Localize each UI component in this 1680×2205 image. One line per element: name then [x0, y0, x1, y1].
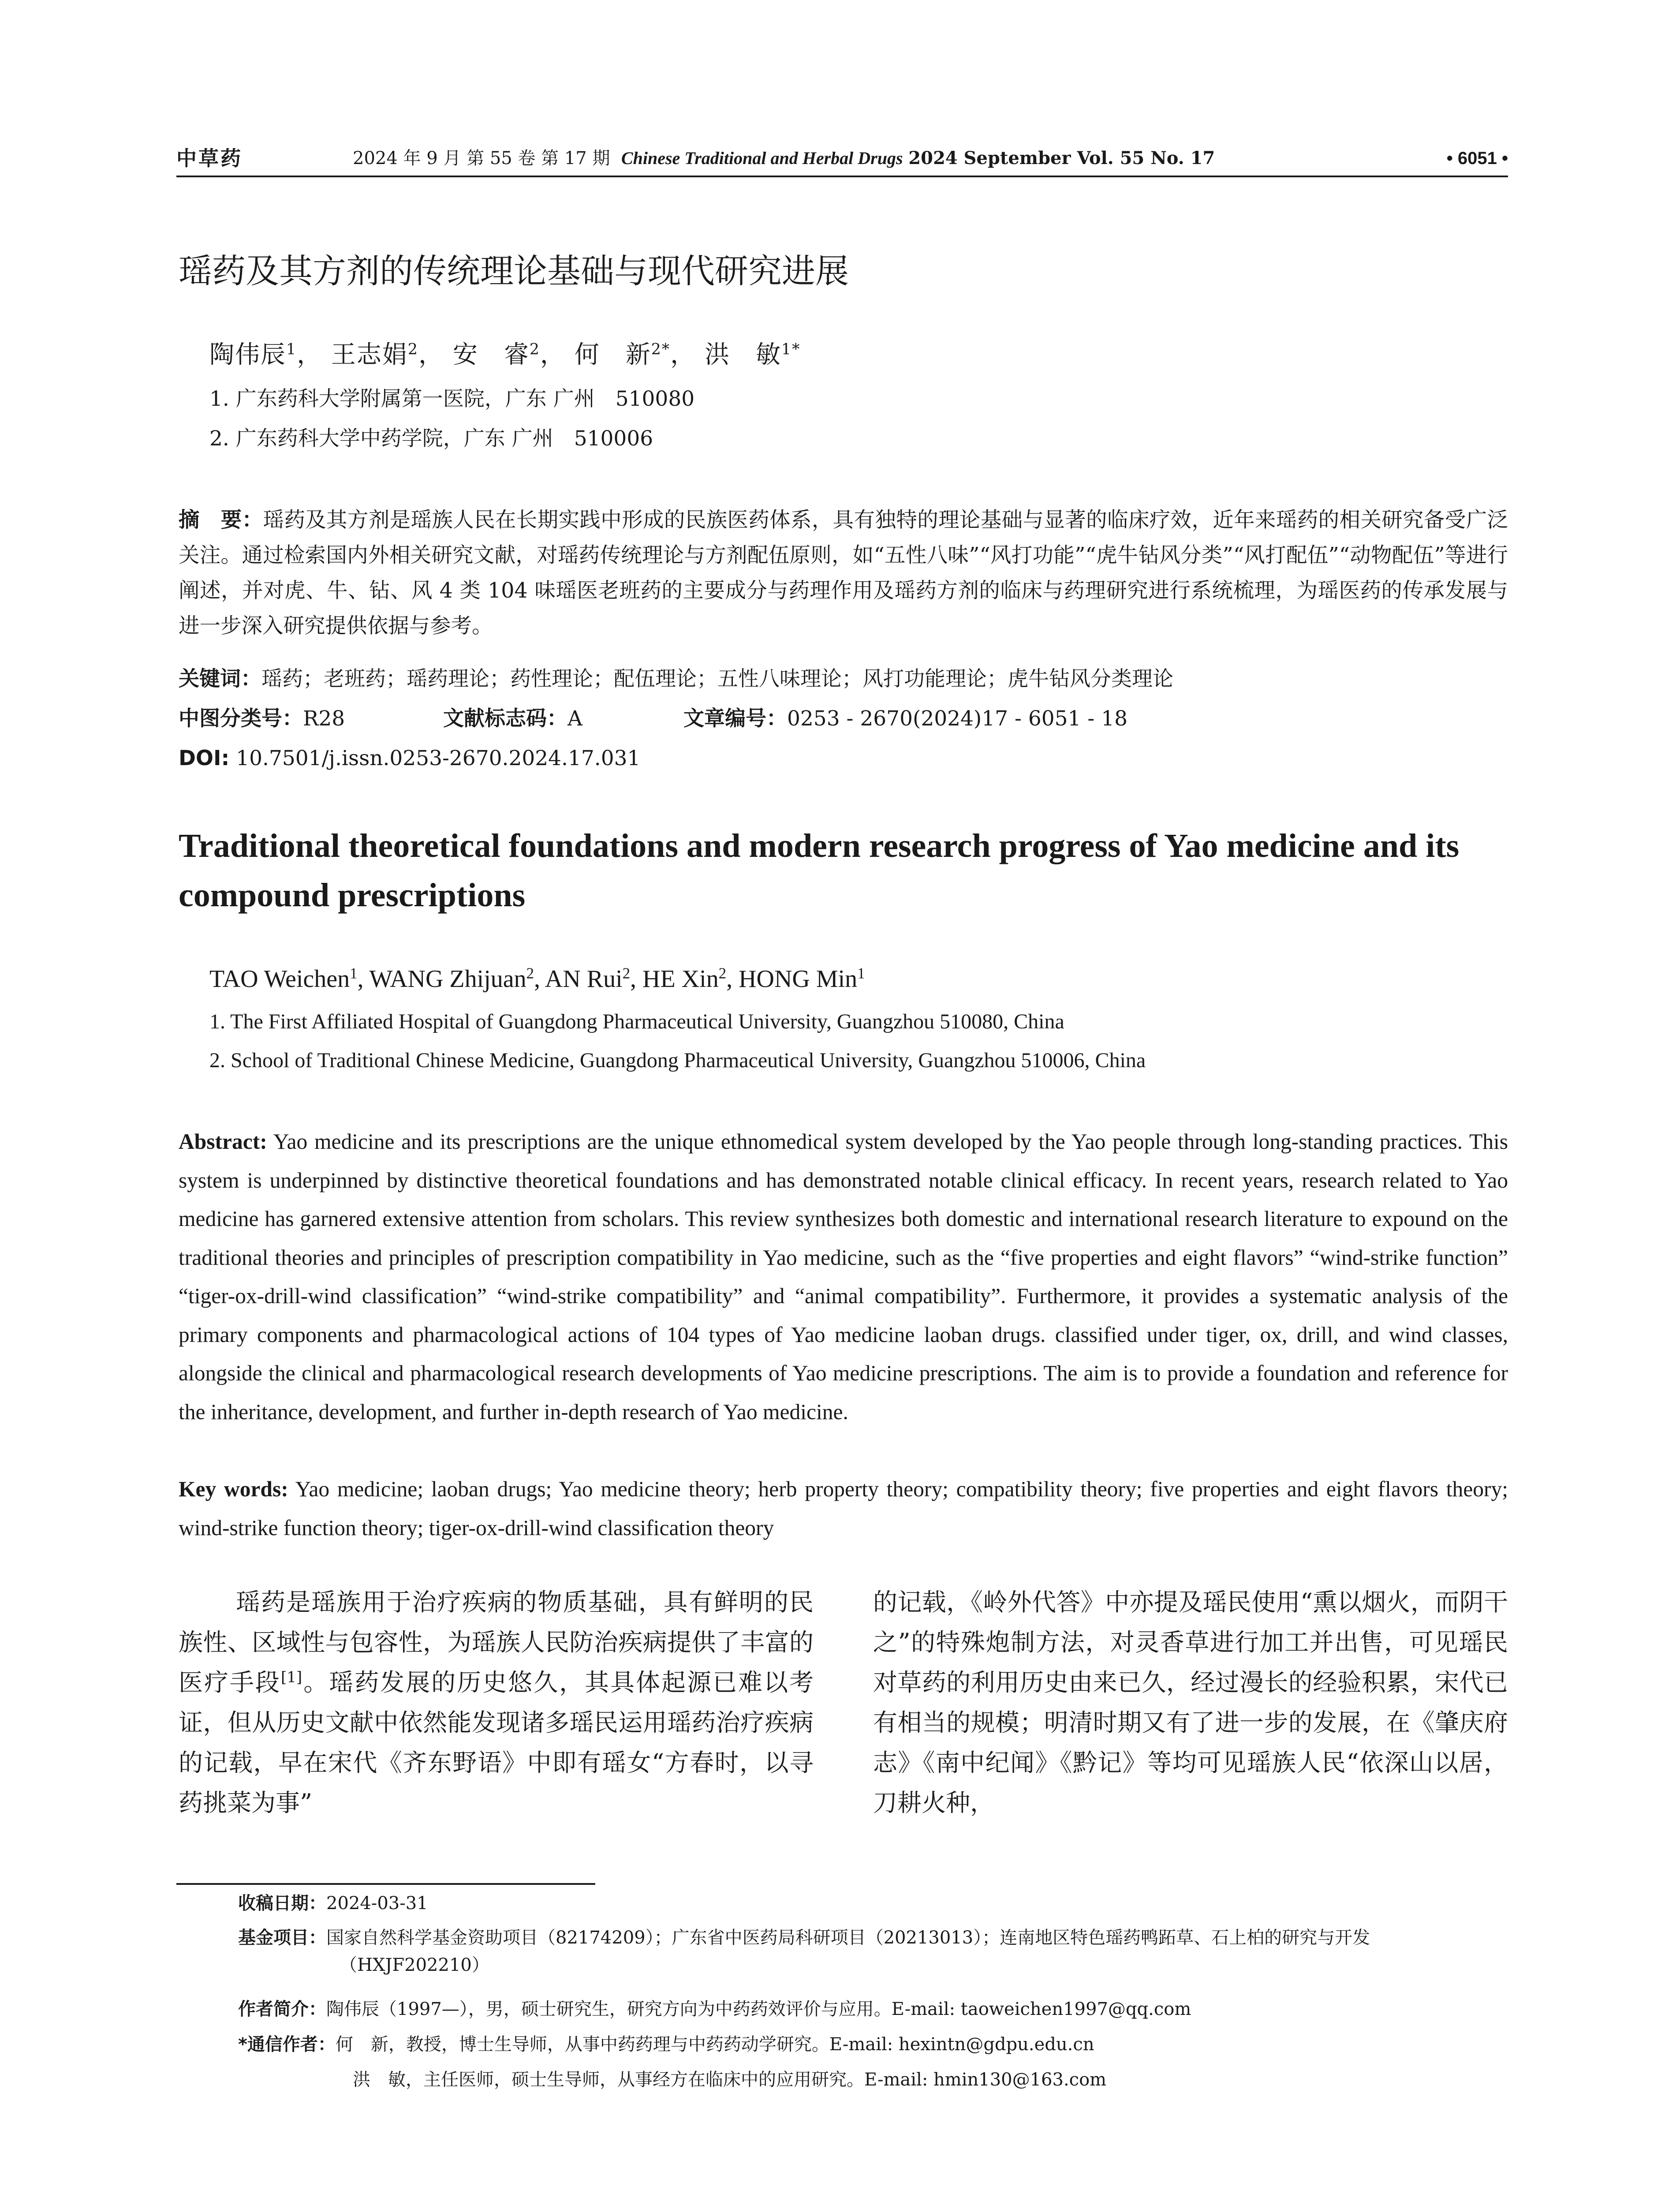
author-cn: 陶伟辰	[209, 340, 286, 369]
author-cn: 何 新	[574, 340, 651, 369]
received-value: 2024-03-31	[326, 1893, 428, 1913]
authors-en: TAO Weichen$^1$, WANG Zhijuan$^2$, AN Rui$^2$, HE Xin$^2$, HONG Min$^1$	[209, 964, 865, 993]
issue-info	[353, 145, 1215, 172]
keywords-cn-text: 瑶药；老班药；瑶药理论；药性理论；配伍理论；五性八味理论；风打功能理论；虎牛钻风分类理论	[261, 667, 1173, 691]
affiliation-en: 2. School of Traditional Chinese Medicine, Guangdong Pharmaceutical University, Guangzhou 510006, China	[209, 1049, 1146, 1072]
keywords-cn	[179, 662, 1508, 697]
received-label: 收稿日期：	[238, 1893, 326, 1913]
title-cn: 瑶药及其方剂的传统理论基础与现代研究进展	[179, 251, 849, 291]
clc-code	[179, 701, 345, 736]
affiliation-cn: 1. 广东药科大学附属第一医院，广东 广州 510080	[209, 387, 695, 411]
article-number	[683, 701, 1127, 736]
author-en: WANG Zhijuan	[369, 965, 526, 993]
page-number: • 6051 •	[1446, 149, 1508, 168]
keywords-en-text: Yao medicine; laoban drugs; Yao medicine theory; herb property theory; compatibility theory; five properties and eight flavors theory; wind-strike function theory; tiger-ox-drill-wind classification theory	[179, 1477, 1508, 1540]
author-mark: 1	[857, 964, 865, 982]
doi-label: DOI:	[179, 746, 230, 770]
footnote-corresponding	[238, 2031, 1508, 2058]
author-mark: 1	[350, 964, 358, 982]
doi-line	[179, 741, 1508, 776]
author-cn: 安 睿	[452, 340, 530, 369]
doi-value: 10.7501/j.issn.0253-2670.2024.17.031	[236, 746, 641, 770]
body-paragraph: 的记载，《岭外代答》中亦提及瑶民使用“熏以烟火，而阴干之”的特殊炮制方法，对灵香草进行加工并出售，可见瑶民对草药的利用历史由来已久，经过漫长的经验积累，宋代已有相当的规模；明清时期又有了进一步的发展，在《肇庆府志》《南中纪闻》《黔记》等均可见瑶族人民“依深山以居，刀耕火种，	[873, 1588, 1508, 1817]
author-en: AN Rui	[545, 965, 623, 993]
title-en: Traditional theoretical foundations and modern research progress of Yao medicine and its compound prescriptions	[179, 827, 1460, 914]
footnote-corresponding-2: 洪 敏，主任医师，硕士生导师，从事经方在临床中的应用研究。E-mail: hmin130@163.com	[353, 2070, 1107, 2090]
clc-value: R28	[303, 706, 345, 731]
author-mark: 1*	[781, 340, 801, 359]
fund-value-cont: （HXJF202210）	[340, 1955, 489, 1975]
keywords-en-label: Key words:	[179, 1477, 288, 1501]
author-bio-label: 作者简介：	[238, 1999, 326, 2019]
author-mark: 2	[622, 964, 631, 982]
footnote-fund	[238, 1924, 1508, 1979]
fund-label: 基金项目：	[238, 1928, 326, 1948]
author-mark: 2	[718, 964, 727, 982]
affiliation-en: 1. The First Affiliated Hospital of Guangdong Pharmaceutical University, Guangzhou 510080, China	[209, 1010, 1064, 1033]
running-header	[176, 145, 1508, 172]
issue-cn: 2024 年 9 月 第 55 卷 第 17 期	[353, 148, 610, 168]
footnote-author	[238, 1996, 1508, 2023]
doc-value: A	[567, 706, 582, 731]
body-paragraph	[179, 1582, 814, 1823]
author-mark: 2	[526, 964, 534, 982]
article-value: 0253 - 2670(2024)17 - 6051 - 18	[787, 706, 1128, 731]
body-text: 。瑶药发展的历史悠久，其具体起源已难以考证，但从历史文献中依然能发现诸多瑶民运用瑶药治疗疾病的记载，早在宋代《齐东野语》中即有瑶女“方春时，以寻药挑菜为事”	[179, 1668, 814, 1817]
body-text: 瑶药是瑶族用于治疗疾病的物质基础，具有鲜明的民族性、区域性与包容性，为瑶族人民防治疾病提供了丰富的医疗手段	[179, 1588, 814, 1697]
abstract-en-label: Abstract:	[179, 1129, 267, 1154]
author-en: HONG Min	[739, 965, 858, 993]
author-en: HE Xin	[642, 965, 719, 993]
author-cn: 洪 敏	[704, 340, 781, 369]
abstract-en	[179, 1122, 1508, 1431]
fund-value: 国家自然科学基金资助项目（82174209）；广东省中医药局科研项目（20213013）；连南地区特色瑶药鸭跖草、石上柏的研究与开发	[326, 1928, 1370, 1948]
author-mark: 2*	[651, 340, 671, 359]
abstract-cn-text: 瑶药及其方剂是瑶族人民在长期实践中形成的民族医药体系，具有独特的理论基础与显著的临床疗效，近年来瑶药的相关研究备受广泛关注。通过检索国内外相关研究文献，对瑶药传统理论与方剂配伍原则，如“五性八味”“风打功能”“虎牛钻风分类”“风打配伍”“动物配伍”等进行阐述，并对虎、牛、钻、风 4 类 104 味瑶医老班药的主要成分与药理作用及瑶药方剂的临床与药理研究进行系统梳理，为瑶医药的传承发展与进一步深入研究提供依据与参考。	[179, 508, 1508, 638]
affiliation-cn: 2. 广东药科大学中药学院，广东 广州 510006	[209, 426, 653, 451]
corresponding-label: *通信作者：	[238, 2034, 336, 2055]
abstract-cn	[179, 503, 1508, 644]
journal-name-en: Chinese Traditional and Herbal Drugs	[621, 148, 903, 168]
abstract-cn-label: 摘 要：	[179, 508, 263, 532]
keywords-cn-label: 关键词：	[179, 667, 261, 691]
article-label: 文章编号：	[683, 706, 787, 731]
clc-label: 中图分类号：	[179, 706, 303, 731]
author-mark: 1	[286, 340, 297, 359]
body-column-right	[873, 1582, 1508, 1823]
document-code	[443, 701, 582, 736]
author-mark: 2	[407, 340, 418, 359]
author-mark: 2	[529, 340, 540, 359]
citation-ref[interactable]: [1]	[280, 1668, 302, 1686]
body-column-left	[179, 1582, 814, 1823]
journal-name-cn: 中草药	[176, 146, 243, 170]
abstract-en-text: Yao medicine and its prescriptions are the unique ethnomedical system developed by the Yao people through long-standing practices. This system is underpinned by distinctive theoretical foundations and has demonstrated notable clinical efficacy. In recent years, research related to Yao medicine has garnered extensive attention from scholars. This review synthesizes both domestic and international research literature to expound on the traditional theories and principles of prescription compatibility in Yao medicine, such as the “five properties and eight flavors” “wind-strike function” “tiger-ox-drill-wind classification” “wind-strike compatibility” and “animal compatibility”. Furthermore, it provides a systematic analysis of the primary components and pharmacological actions of 104 types of Yao medicine laoban drugs. classified under tiger, ox, drill, and wind classes, alongside the clinical and pharmacological research developments of Yao medicine prescriptions. The aim is to provide a foundation and reference for the inheritance, development, and further in-depth research of Yao medicine.	[179, 1129, 1508, 1424]
header-rule	[176, 176, 1508, 177]
keywords-en	[179, 1470, 1508, 1547]
corresponding-value: 何 新，教授，博士生导师，从事中药药理与中药药动学研究。E-mail: hexintn@gdpu.edu.cn	[335, 2034, 1094, 2055]
author-en: TAO Weichen	[209, 965, 350, 993]
footnote-rule	[176, 1883, 595, 1885]
author-cn: 王志娟	[331, 340, 408, 369]
footnote-received	[238, 1890, 1508, 1917]
issue-en: 2024 September Vol. 55 No. 17	[908, 148, 1215, 168]
author-bio-value: 陶伟辰（1997—），男，硕士研究生，研究方向为中药药效评价与应用。E-mail: taoweichen1997@qq.com	[326, 1999, 1191, 2019]
doc-label: 文献标志码：	[443, 706, 567, 731]
authors-cn: 陶伟辰$^1$， 王志娟$^2$， 安 睿$^2$， 何 新$^{2*}$， 洪 敏$^{1*}$	[209, 340, 801, 369]
